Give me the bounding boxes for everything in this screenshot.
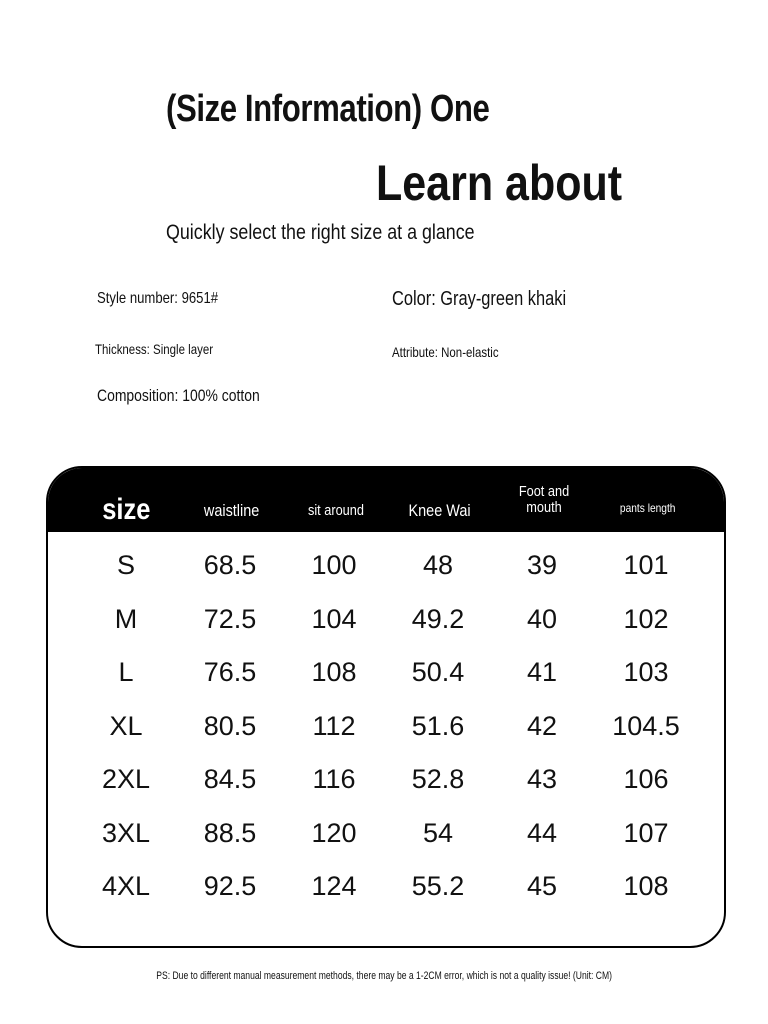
cell-waistline: 88.5 [203,817,257,848]
cell-waistline: 76.5 [203,657,257,687]
cell-pants-length: 103 [623,657,669,687]
cell-waistline: 68.5 [203,550,257,580]
header-size: size [101,493,151,527]
page-title: (Size Information) One [166,88,490,130]
header-knee-width: Knee Wai [408,501,472,521]
cell-sit-around: 100 [311,550,357,580]
cell-knee-width: 55.2 [411,871,465,901]
cell-knee-width: 51.6 [411,710,465,741]
cell-waistline: 72.5 [203,603,257,634]
size-table [46,466,726,948]
cell-foot-mouth: 43 [526,764,558,794]
cell-size: 2XL [101,764,151,794]
cell-pants-length: 107 [623,817,669,848]
cell-size: S [116,550,135,580]
cell-size: L [118,657,134,687]
cell-foot-mouth: 42 [526,710,558,741]
cell-knee-width: 54 [422,817,454,848]
cell-knee-width: 48 [422,550,454,580]
table-row [48,539,724,592]
table-row [48,646,724,699]
cell-waistline: 80.5 [203,710,257,741]
cell-foot-mouth: 40 [526,603,558,634]
thickness-info: Thickness: Single layer [95,341,214,357]
cell-size: 3XL [101,817,151,848]
table-row [48,860,724,913]
page-subtitle: Quickly select the right size at a glance [166,221,475,244]
cell-pants-length: 102 [623,603,669,634]
attribute-info: Attribute: Non-elastic [392,344,499,360]
size-table-header [48,468,724,532]
cell-knee-width: 52.8 [411,764,465,794]
page-title-secondary: Learn about [376,155,623,211]
table-row [48,700,724,753]
cell-sit-around: 104 [311,603,357,634]
cell-size: XL [109,710,143,741]
cell-foot-mouth: 44 [526,817,558,848]
cell-sit-around: 124 [311,871,357,901]
cell-knee-width: 49.2 [411,603,465,634]
composition-info: Composition: 100% cotton [97,386,260,405]
header-waistline: waistline [204,501,260,521]
cell-foot-mouth: 41 [526,657,558,687]
cell-waistline: 92.5 [203,871,257,901]
cell-sit-around: 112 [312,710,356,741]
cell-size: 4XL [101,871,151,901]
cell-foot-mouth: 39 [526,550,558,580]
cell-pants-length: 106 [623,764,669,794]
cell-waistline: 84.5 [203,764,257,794]
table-row [48,753,724,806]
color-info: Color: Gray-green khaki [392,288,567,310]
style-number: Style number: 9651# [97,290,219,307]
cell-sit-around: 116 [312,764,356,794]
cell-foot-mouth: 45 [526,871,558,901]
measurement-footnote: PS: Due to different manual measurement methods, there may be a 1-2CM error, which is not a quality issue! (Unit: CM) [156,970,612,982]
cell-sit-around: 120 [311,817,357,848]
cell-size: M [114,603,138,634]
table-row [48,593,724,646]
cell-pants-length: 104.5 [612,710,680,741]
table-row [48,807,724,860]
cell-pants-length: 101 [623,550,669,580]
header-foot-mouth: Foot and mouth [518,483,570,516]
cell-pants-length: 108 [623,871,669,901]
cell-knee-width: 50.4 [411,657,465,687]
cell-sit-around: 108 [311,657,357,687]
header-pants-length: pants length [620,500,676,515]
header-sit-around: sit around [308,502,364,520]
